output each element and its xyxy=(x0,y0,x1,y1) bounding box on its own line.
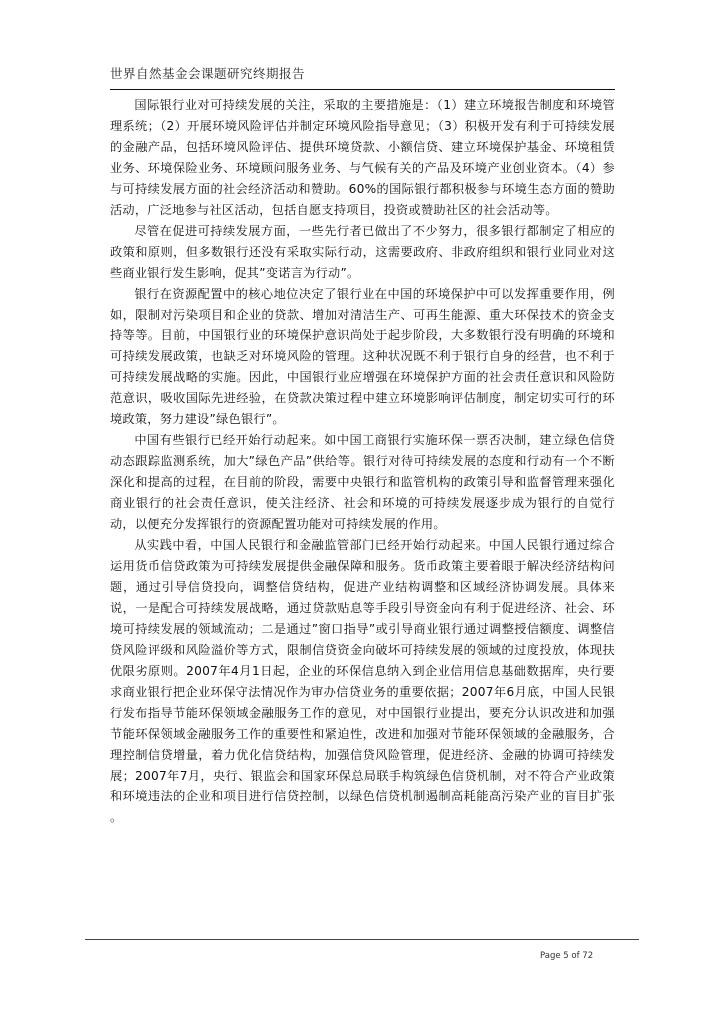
paragraph: 银行在资源配置中的核心地位决定了银行业在中国的环境保护中可以发挥重要作用，例如，限制对污染项目和企业的贷款、增加对清洁生产、可再生能源、重大环保技术的资金支持等等。目前，中国银行业的环境保护意识尚处于起步阶段，大多数银行没有明确的环境和可持续发展政策，也缺乏对环境风险的管理。这种状况既不利于银行自身的经营，也不利于可持续发展战略的实施。因此，中国银行业应增强在环境保护方面的社会责任意识和风险防范意识，吸收国际先进经验，在贷款决策过程中建立环境影响评估制度，制定切实可行的环境政策，努力建设”绿色银行”。 xyxy=(110,286,615,427)
paragraph: 国际银行业对可持续发展的关注，采取的主要措施是：（1）建立环境报告制度和环境管理系统；（2）开展环境风险评估并制定环境风险指导意见；（3）积极开发有利于可持续发展的金融产品，包括环境风险评估、提供环境贷款、小额信贷、建立环境保护基金、环境租赁业务、环境保险业务、环境顾问服务业务、与气候有关的产品及环境产业创业资本。（4）参与可持续发展方面的社会经济活动和赞助。60%的国际银行都积极参与环境生态方面的赞助活动，广泛地参与社区活动，包括自愿支持项目，投资或赞助社区的社会活动等。 xyxy=(110,98,615,217)
running-header-title: 世界自然基金会课题研究终期报告 xyxy=(110,66,306,81)
paragraph: 尽管在促进可持续发展方面，一些先行者已做出了不少努力，很多银行都制定了相应的政策和原则，但多数银行还没有采取实际行动，这需要政府、非政府组织和银行业同业对这些商业银行发生影响，促其”变诺言为行动”。 xyxy=(110,223,615,280)
body-text xyxy=(110,95,615,828)
paragraph: 中国有些银行已经开始行动起来。如中国工商银行实施环保一票否决制，建立绿色信贷动态跟踪监测系统，加大”绿色产品”供给等。银行对待可持续发展的态度和行动有一个不断深化和提高的过程，在目前的阶段，需要中央银行和监管机构的政策引导和监督管理来强化商业银行的社会责任意识，使关注经济、社会和环境的可持续发展逐步成为银行的自觉行动，以便充分发挥银行的资源配置功能对可持续发展的作用。 xyxy=(110,433,615,532)
footer-divider xyxy=(85,939,639,940)
paragraph: 从实践中看，中国人民银行和金融监管部门已经开始行动起来。中国人民银行通过综合运用货币信贷政策为可持续发展提供金融保障和服务。货币政策主要着眼于解决经济结构问题，通过引导信贷投向，调整信贷结构，促进产业结构调整和区域经济协调发展。具体来说，一是配合可持续发展战略，通过贷款贴息等手段引导资金向有利于促进经济、社会、环境可持续发展的领域流动；二是通过”窗口指导”或引导商业银行通过调整授信额度、调整信贷风险评级和风险溢价等方式，限制信贷资金向破坏可持续发展的领域的过度投放，体现扶优限劣原则。2007年4月1日起，企业的环保信息纳入到企业信用信息基础数据库，央行要求商业银行把企业环保守法情况作为审办信贷业务的重要依据；2007年6月底，中国人民银行发布指导节能环保领域金融服务工作的意见，对中国银行业提出，要充分认识改进和加强节能环保领域金融服务工作的重要性和紧迫性，改进和加强对节能环保领域的金融服务，合理控制信贷增量，着力优化信贷结构，加强信贷风险管理，促进经济、金融的协调可持续发展；2007年7月，央行、银监会和国家环保总局联手构筑绿色信贷机制，对不符合产业政策和环境违法的企业和项目进行信贷控制，以绿色信贷机制遏制高耗能高污染产业的盲目扩张 。 xyxy=(110,538,615,825)
header-divider xyxy=(110,89,615,90)
page-number: Page 5 of 72 xyxy=(540,951,594,961)
